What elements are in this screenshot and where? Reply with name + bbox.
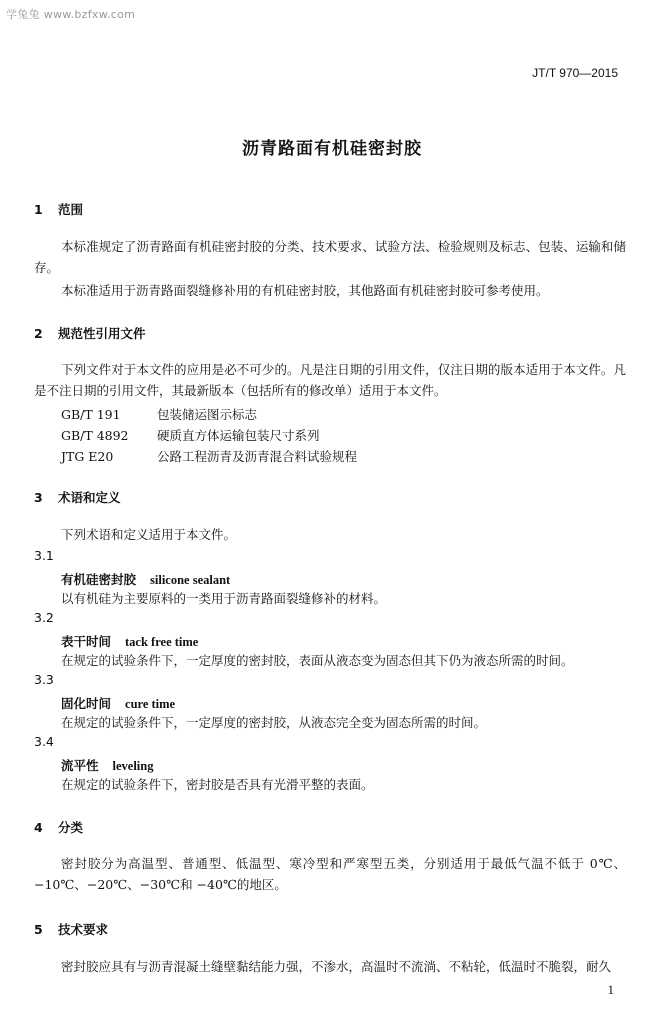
section-title: 分类 [58,820,84,835]
reference-title: 公路工程沥青及沥青混合料试验规程 [157,449,358,464]
term-chinese: 表干时间 [61,634,112,649]
section-number: 3 [34,490,43,505]
clause-number: 3.2 [34,610,54,625]
page-number: 1 [607,982,614,997]
reference-title: 包装储运图示标志 [157,407,258,422]
section-4-paragraph-1: 密封胶分为高温型、普通型、低温型、寒冷型和严寒型五类，分别适用于最低气温不低于 0℃、−10℃、−20℃、−30℃和 −40℃的地区。 [34,856,626,892]
section-2-heading [34,324,146,342]
term-heading [61,632,198,650]
section-number: 1 [34,202,43,217]
reference-row [61,447,357,465]
clause-number: 3.1 [34,548,54,563]
reference-code: GB/T 191 [61,407,121,422]
section-1-heading [34,200,83,218]
reference-title: 硬质直方体运输包装尺寸系列 [157,428,320,443]
section-1-paragraph-2: 本标准适用于沥青路面裂缝修补用的有机硅密封胶，其他路面有机硅密封胶可参考使用。 [61,283,549,298]
term-heading [61,570,230,588]
section-title: 技术要求 [58,922,109,937]
section-number: 5 [34,922,43,937]
clause-number: 3.3 [34,672,54,687]
section-4-heading [34,818,83,836]
document-title: 沥青路面有机硅密封胶 [242,139,422,159]
term-definition: 在规定的试验条件下，一定厚度的密封胶，从液态完全变为固态所需的时间。 [61,715,487,730]
term-chinese: 固化时间 [61,696,112,711]
reference-code: JTG E20 [61,449,114,464]
term-english: leveling [112,759,154,773]
term-heading [61,694,175,712]
section-2-paragraph-1: 下列文件对于本文件的应用是必不可少的。凡是注日期的引用文件，仅注日期的版本适用于本文件。凡是不注日期的引用文件，其最新版本（包括所有的修改单）适用于本文件。 [34,362,626,398]
term-heading [61,756,153,774]
term-definition: 以有机硅为主要原料的一类用于沥青路面裂缝修补的材料。 [61,591,387,606]
section-number: 4 [34,820,43,835]
reference-row [61,426,320,444]
section-number: 2 [34,326,43,341]
section-3-intro: 下列术语和定义适用于本文件。 [61,527,237,542]
section-5-paragraph-1: 密封胶应具有与沥青混凝土缝壁黏结能力强，不渗水，高温时不流淌、不粘轮，低温时不脆裂，耐久 [61,959,612,974]
standard-code: JT/T 970—2015 [532,66,618,80]
term-definition: 在规定的试验条件下，一定厚度的密封胶，表面从液态变为固态但其下仍为液态所需的时间。 [61,653,574,668]
term-chinese: 有机硅密封胶 [61,572,137,587]
clause-number: 3.4 [34,734,54,749]
reference-code: GB/T 4892 [61,428,129,443]
term-english: cure time [125,697,176,711]
section-3-heading [34,488,121,506]
term-english: tack free time [125,635,199,649]
section-5-heading [34,920,108,938]
section-title: 范围 [58,202,84,217]
term-english: silicone sealant [150,573,231,587]
term-chinese: 流平性 [61,758,99,773]
watermark: 学兔兔 www.bzfxw.com [6,8,136,21]
reference-row [61,405,257,423]
term-definition: 在规定的试验条件下，密封胶是否具有光滑平整的表面。 [61,777,374,792]
section-1-paragraph-1: 本标准规定了沥青路面有机硅密封胶的分类、技术要求、试验方法、检验规则及标志、包装、运输和储存。 [34,239,626,275]
section-title: 术语和定义 [58,490,121,505]
section-title: 规范性引用文件 [58,326,146,341]
